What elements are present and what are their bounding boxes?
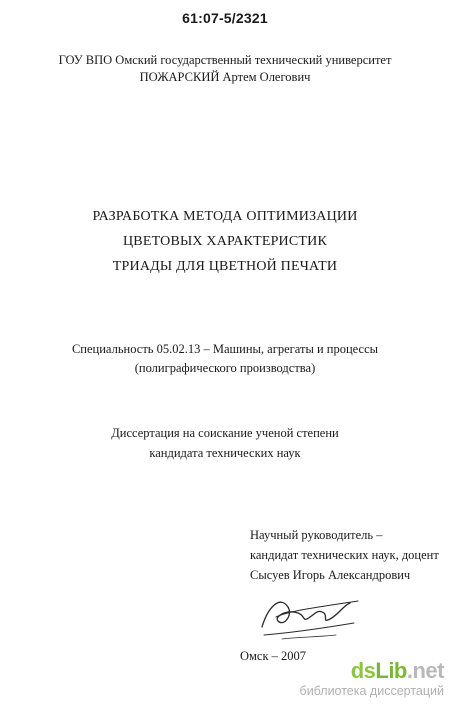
organization-block <box>0 52 450 86</box>
logo-ds: ds <box>350 658 376 683</box>
dslib-logo <box>300 659 444 683</box>
logo-net: .net <box>406 658 444 683</box>
supervisor-line: кандидат технических наук, доцент <box>250 548 439 562</box>
title-line: ТРИАДЫ ДЛЯ ЦВЕТНОЙ ПЕЧАТИ <box>112 259 338 274</box>
supervisor-line: Сысуев Игорь Александрович <box>250 568 411 582</box>
dslib-subtitle: библиотека диссертаций <box>299 684 444 698</box>
archive-code: 61:07-5/2321 <box>182 10 268 26</box>
specialty-line: (полиграфического производства) <box>134 361 316 375</box>
specialty-block <box>0 340 450 378</box>
supervisor-line: Научный руководитель – <box>250 528 383 542</box>
city-year: Омск – 2007 <box>240 649 307 663</box>
degree-line: кандидата технических наук <box>149 446 301 460</box>
logo-lib: Lib <box>375 658 407 683</box>
title-line: РАЗРАБОТКА МЕТОДА ОПТИМИЗАЦИИ <box>92 209 358 224</box>
supervisor-block <box>250 525 439 585</box>
signature-icon <box>258 587 368 647</box>
organization-name: ГОУ ВПО Омский государственный технический университет <box>58 53 392 67</box>
degree-block <box>0 423 450 463</box>
author-name: ПОЖАРСКИЙ Артем Олегович <box>139 70 311 84</box>
specialty-line: Специальность 05.02.13 – Машины, агрегаты и процессы <box>71 342 379 356</box>
dissertation-title <box>0 204 450 279</box>
dslib-watermark[interactable] <box>300 659 444 699</box>
degree-line: Диссертация на соискание ученой степени <box>111 426 339 440</box>
title-line: ЦВЕТОВЫХ ХАРАКТЕРИСТИК <box>122 234 328 249</box>
